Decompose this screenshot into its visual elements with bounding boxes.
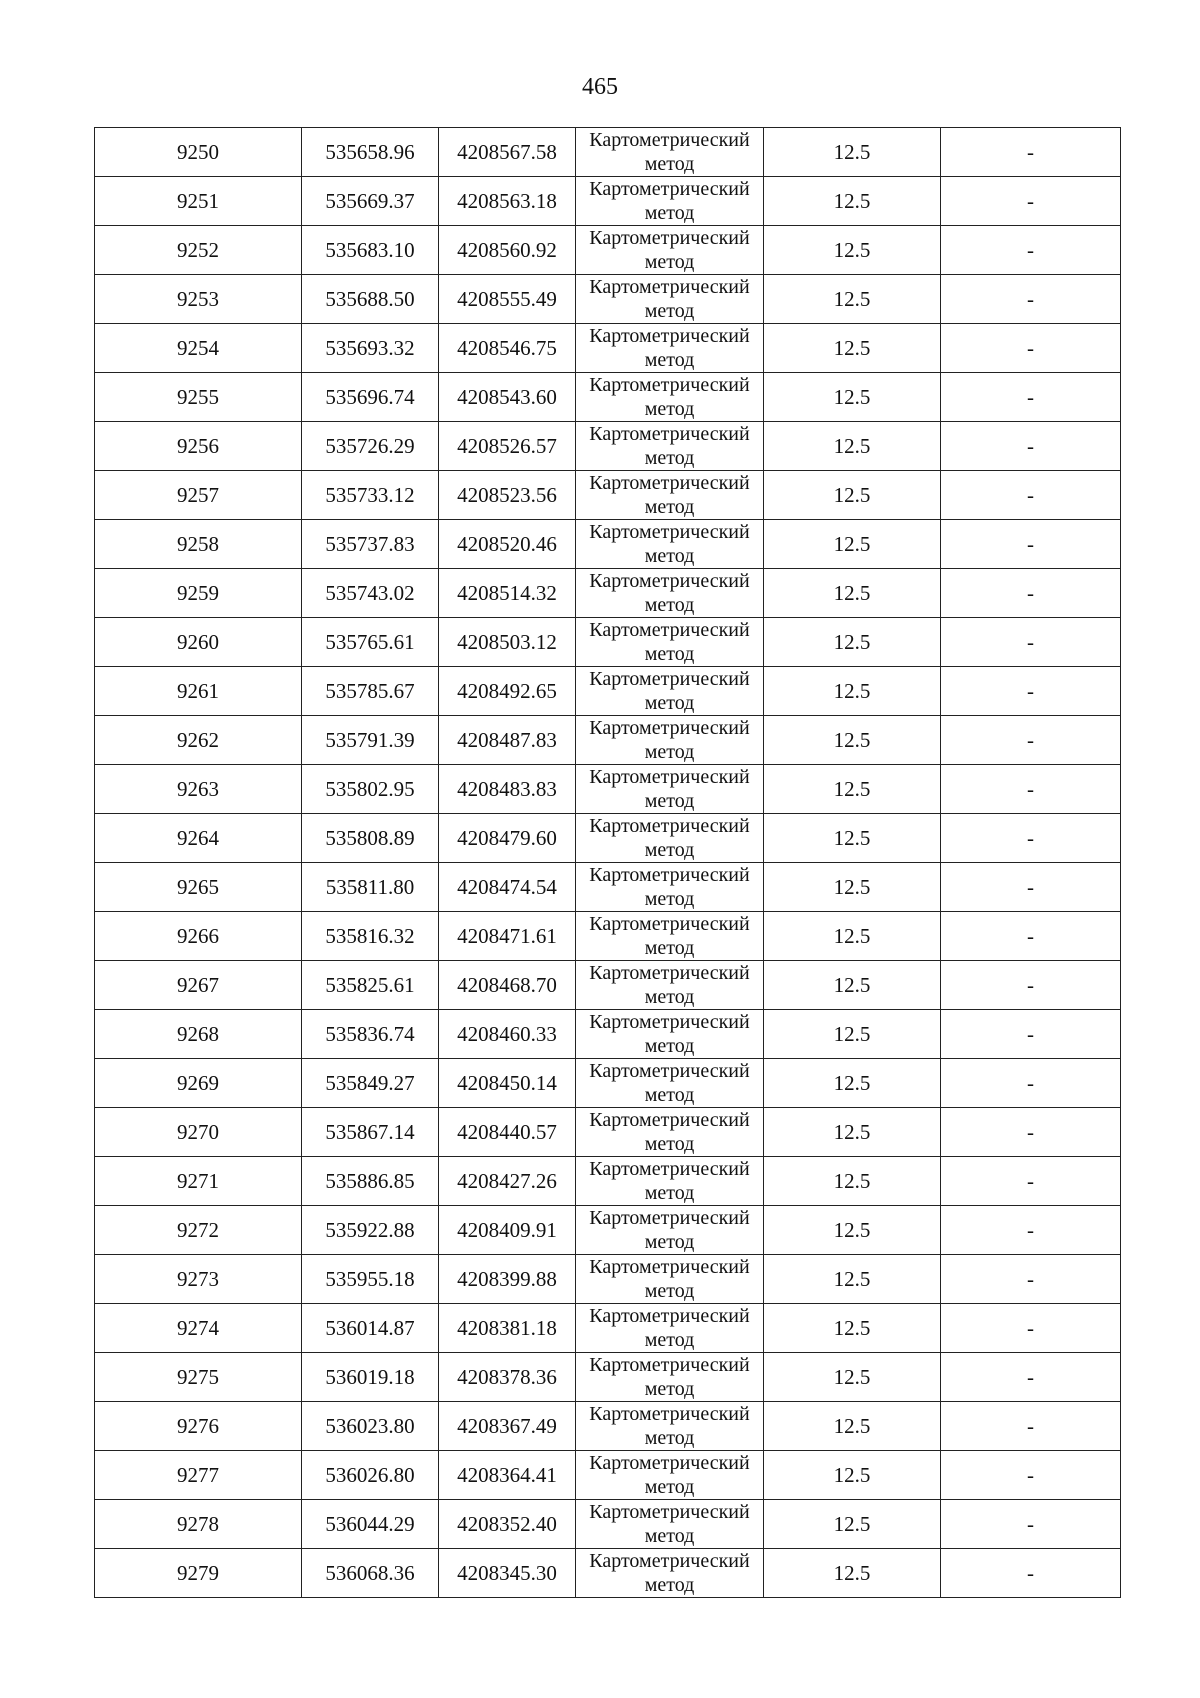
method-cell xyxy=(576,1255,764,1304)
method-line-2: метод xyxy=(644,349,695,371)
method-cell xyxy=(576,618,764,667)
method-line-2: метод xyxy=(644,1280,695,1302)
x-coordinate-cell: 535955.18 xyxy=(302,1255,439,1304)
table-row xyxy=(95,1157,1121,1206)
table-row xyxy=(95,667,1121,716)
table-row xyxy=(95,1255,1121,1304)
method-line-1: Картометрический xyxy=(589,521,750,543)
y-coordinate-cell: 4208474.54 xyxy=(439,863,576,912)
method-line-1: Картометрический xyxy=(589,864,750,886)
y-coordinate-cell: 4208471.61 xyxy=(439,912,576,961)
y-coordinate-cell: 4208523.56 xyxy=(439,471,576,520)
page-number: 465 xyxy=(582,74,618,100)
accuracy-cell: 12.5 xyxy=(764,569,941,618)
table-row xyxy=(95,912,1121,961)
x-coordinate-cell: 536014.87 xyxy=(302,1304,439,1353)
y-coordinate-cell: 4208526.57 xyxy=(439,422,576,471)
x-coordinate-cell: 536044.29 xyxy=(302,1500,439,1549)
x-coordinate-cell: 535683.10 xyxy=(302,226,439,275)
method-line-1: Картометрический xyxy=(589,1550,750,1572)
y-coordinate-cell: 4208546.75 xyxy=(439,324,576,373)
method-line-2: метод xyxy=(644,545,695,567)
point-number-cell: 9252 xyxy=(95,226,302,275)
note-cell: - xyxy=(941,814,1121,863)
y-coordinate-cell: 4208450.14 xyxy=(439,1059,576,1108)
method-line-2: метод xyxy=(644,643,695,665)
method-line-1: Картометрический xyxy=(589,619,750,641)
x-coordinate-cell: 535726.29 xyxy=(302,422,439,471)
accuracy-cell: 12.5 xyxy=(764,1353,941,1402)
table-row xyxy=(95,1549,1121,1598)
point-number-cell: 9268 xyxy=(95,1010,302,1059)
method-cell xyxy=(576,1206,764,1255)
method-line-1: Картометрический xyxy=(589,1452,750,1474)
table-row xyxy=(95,1500,1121,1549)
note-cell: - xyxy=(941,618,1121,667)
method-line-2: метод xyxy=(644,202,695,224)
y-coordinate-cell: 4208492.65 xyxy=(439,667,576,716)
method-line-1: Картометрический xyxy=(589,1256,750,1278)
y-coordinate-cell: 4208460.33 xyxy=(439,1010,576,1059)
table-row xyxy=(95,373,1121,422)
note-cell: - xyxy=(941,226,1121,275)
note-cell: - xyxy=(941,177,1121,226)
y-coordinate-cell: 4208567.58 xyxy=(439,128,576,177)
method-line-1: Картометрический xyxy=(589,815,750,837)
x-coordinate-cell: 535849.27 xyxy=(302,1059,439,1108)
method-cell xyxy=(576,1353,764,1402)
method-line-1: Картометрический xyxy=(589,276,750,298)
method-line-2: метод xyxy=(644,1476,695,1498)
method-cell xyxy=(576,275,764,324)
method-line-2: метод xyxy=(644,1525,695,1547)
accuracy-cell: 12.5 xyxy=(764,1451,941,1500)
x-coordinate-cell: 535867.14 xyxy=(302,1108,439,1157)
method-line-1: Картометрический xyxy=(589,1501,750,1523)
point-number-cell: 9265 xyxy=(95,863,302,912)
y-coordinate-cell: 4208487.83 xyxy=(439,716,576,765)
note-cell: - xyxy=(941,912,1121,961)
point-number-cell: 9267 xyxy=(95,961,302,1010)
point-number-cell: 9266 xyxy=(95,912,302,961)
accuracy-cell: 12.5 xyxy=(764,1304,941,1353)
table-row xyxy=(95,569,1121,618)
method-line-2: метод xyxy=(644,1084,695,1106)
table-row xyxy=(95,177,1121,226)
method-line-1: Картометрический xyxy=(589,129,750,151)
y-coordinate-cell: 4208560.92 xyxy=(439,226,576,275)
note-cell: - xyxy=(941,1206,1121,1255)
method-line-2: метод xyxy=(644,1182,695,1204)
y-coordinate-cell: 4208555.49 xyxy=(439,275,576,324)
table-row xyxy=(95,961,1121,1010)
point-number-cell: 9277 xyxy=(95,1451,302,1500)
method-cell xyxy=(576,520,764,569)
method-line-1: Картометрический xyxy=(589,1158,750,1180)
point-number-cell: 9275 xyxy=(95,1353,302,1402)
x-coordinate-cell: 536019.18 xyxy=(302,1353,439,1402)
method-line-2: метод xyxy=(644,251,695,273)
table-row xyxy=(95,1206,1121,1255)
point-number-cell: 9273 xyxy=(95,1255,302,1304)
point-number-cell: 9279 xyxy=(95,1549,302,1598)
method-line-1: Картометрический xyxy=(589,227,750,249)
table-row xyxy=(95,618,1121,667)
note-cell: - xyxy=(941,1402,1121,1451)
accuracy-cell: 12.5 xyxy=(764,373,941,422)
point-number-cell: 9262 xyxy=(95,716,302,765)
table-row xyxy=(95,471,1121,520)
point-number-cell: 9269 xyxy=(95,1059,302,1108)
method-cell xyxy=(576,912,764,961)
point-number-cell: 9271 xyxy=(95,1157,302,1206)
method-line-1: Картометрический xyxy=(589,1403,750,1425)
method-cell xyxy=(576,961,764,1010)
table-row xyxy=(95,1059,1121,1108)
method-line-1: Картометрический xyxy=(589,766,750,788)
method-line-2: метод xyxy=(644,888,695,910)
x-coordinate-cell: 535816.32 xyxy=(302,912,439,961)
note-cell: - xyxy=(941,128,1121,177)
point-number-cell: 9250 xyxy=(95,128,302,177)
method-cell xyxy=(576,1157,764,1206)
x-coordinate-cell: 535765.61 xyxy=(302,618,439,667)
y-coordinate-cell: 4208409.91 xyxy=(439,1206,576,1255)
note-cell: - xyxy=(941,667,1121,716)
x-coordinate-cell: 535688.50 xyxy=(302,275,439,324)
note-cell: - xyxy=(941,1304,1121,1353)
x-coordinate-cell: 535808.89 xyxy=(302,814,439,863)
table-row xyxy=(95,1304,1121,1353)
method-line-1: Картометрический xyxy=(589,1060,750,1082)
point-number-cell: 9261 xyxy=(95,667,302,716)
point-number-cell: 9260 xyxy=(95,618,302,667)
accuracy-cell: 12.5 xyxy=(764,716,941,765)
method-cell xyxy=(576,471,764,520)
table-row xyxy=(95,226,1121,275)
point-number-cell: 9259 xyxy=(95,569,302,618)
table-row xyxy=(95,520,1121,569)
method-line-1: Картометрический xyxy=(589,1207,750,1229)
x-coordinate-cell: 535922.88 xyxy=(302,1206,439,1255)
table-row xyxy=(95,275,1121,324)
y-coordinate-cell: 4208427.26 xyxy=(439,1157,576,1206)
y-coordinate-cell: 4208381.18 xyxy=(439,1304,576,1353)
accuracy-cell: 12.5 xyxy=(764,1255,941,1304)
x-coordinate-cell: 535811.80 xyxy=(302,863,439,912)
note-cell: - xyxy=(941,765,1121,814)
accuracy-cell: 12.5 xyxy=(764,324,941,373)
method-line-1: Картометрический xyxy=(589,1109,750,1131)
y-coordinate-cell: 4208483.83 xyxy=(439,765,576,814)
note-cell: - xyxy=(941,1500,1121,1549)
accuracy-cell: 12.5 xyxy=(764,1157,941,1206)
note-cell: - xyxy=(941,1059,1121,1108)
point-number-cell: 9251 xyxy=(95,177,302,226)
point-number-cell: 9278 xyxy=(95,1500,302,1549)
x-coordinate-cell: 535825.61 xyxy=(302,961,439,1010)
table-row xyxy=(95,1402,1121,1451)
method-cell xyxy=(576,765,764,814)
y-coordinate-cell: 4208364.41 xyxy=(439,1451,576,1500)
x-coordinate-cell: 536023.80 xyxy=(302,1402,439,1451)
method-line-1: Картометрический xyxy=(589,1305,750,1327)
accuracy-cell: 12.5 xyxy=(764,863,941,912)
x-coordinate-cell: 535785.67 xyxy=(302,667,439,716)
note-cell: - xyxy=(941,716,1121,765)
point-number-cell: 9272 xyxy=(95,1206,302,1255)
method-line-2: метод xyxy=(644,1035,695,1057)
coordinates-table xyxy=(94,127,1121,1598)
table-row xyxy=(95,1108,1121,1157)
point-number-cell: 9264 xyxy=(95,814,302,863)
x-coordinate-cell: 535886.85 xyxy=(302,1157,439,1206)
table-row xyxy=(95,324,1121,373)
method-line-1: Картометрический xyxy=(589,472,750,494)
x-coordinate-cell: 535658.96 xyxy=(302,128,439,177)
method-line-1: Картометрический xyxy=(589,178,750,200)
method-line-1: Картометрический xyxy=(589,913,750,935)
method-line-2: метод xyxy=(644,398,695,420)
table-row xyxy=(95,765,1121,814)
method-cell xyxy=(576,1451,764,1500)
note-cell: - xyxy=(941,1353,1121,1402)
method-cell xyxy=(576,422,764,471)
note-cell: - xyxy=(941,1010,1121,1059)
method-cell xyxy=(576,1059,764,1108)
method-cell xyxy=(576,1402,764,1451)
method-line-2: метод xyxy=(644,153,695,175)
method-cell xyxy=(576,226,764,275)
y-coordinate-cell: 4208399.88 xyxy=(439,1255,576,1304)
note-cell: - xyxy=(941,961,1121,1010)
table-row xyxy=(95,128,1121,177)
accuracy-cell: 12.5 xyxy=(764,177,941,226)
method-cell xyxy=(576,1549,764,1598)
accuracy-cell: 12.5 xyxy=(764,667,941,716)
table-row xyxy=(95,1353,1121,1402)
x-coordinate-cell: 535693.32 xyxy=(302,324,439,373)
method-cell xyxy=(576,177,764,226)
accuracy-cell: 12.5 xyxy=(764,422,941,471)
method-line-1: Картометрический xyxy=(589,668,750,690)
method-cell xyxy=(576,324,764,373)
accuracy-cell: 12.5 xyxy=(764,275,941,324)
table-row xyxy=(95,716,1121,765)
accuracy-cell: 12.5 xyxy=(764,1059,941,1108)
method-cell xyxy=(576,1304,764,1353)
accuracy-cell: 12.5 xyxy=(764,128,941,177)
y-coordinate-cell: 4208543.60 xyxy=(439,373,576,422)
x-coordinate-cell: 535802.95 xyxy=(302,765,439,814)
accuracy-cell: 12.5 xyxy=(764,618,941,667)
y-coordinate-cell: 4208440.57 xyxy=(439,1108,576,1157)
point-number-cell: 9263 xyxy=(95,765,302,814)
method-line-2: метод xyxy=(644,1329,695,1351)
method-line-2: метод xyxy=(644,741,695,763)
note-cell: - xyxy=(941,1549,1121,1598)
point-number-cell: 9257 xyxy=(95,471,302,520)
accuracy-cell: 12.5 xyxy=(764,961,941,1010)
method-line-2: метод xyxy=(644,496,695,518)
method-line-2: метод xyxy=(644,1231,695,1253)
method-line-2: метод xyxy=(644,594,695,616)
table-body xyxy=(95,128,1121,1598)
point-number-cell: 9256 xyxy=(95,422,302,471)
method-cell xyxy=(576,373,764,422)
y-coordinate-cell: 4208520.46 xyxy=(439,520,576,569)
accuracy-cell: 12.5 xyxy=(764,1206,941,1255)
method-line-1: Картометрический xyxy=(589,374,750,396)
x-coordinate-cell: 535669.37 xyxy=(302,177,439,226)
accuracy-cell: 12.5 xyxy=(764,1108,941,1157)
method-cell xyxy=(576,716,764,765)
method-line-2: метод xyxy=(644,839,695,861)
point-number-cell: 9255 xyxy=(95,373,302,422)
y-coordinate-cell: 4208468.70 xyxy=(439,961,576,1010)
method-line-1: Картометрический xyxy=(589,423,750,445)
method-cell xyxy=(576,1108,764,1157)
note-cell: - xyxy=(941,373,1121,422)
point-number-cell: 9258 xyxy=(95,520,302,569)
x-coordinate-cell: 535836.74 xyxy=(302,1010,439,1059)
accuracy-cell: 12.5 xyxy=(764,1500,941,1549)
method-line-2: метод xyxy=(644,1378,695,1400)
accuracy-cell: 12.5 xyxy=(764,226,941,275)
table-row xyxy=(95,814,1121,863)
note-cell: - xyxy=(941,1255,1121,1304)
method-cell xyxy=(576,569,764,618)
note-cell: - xyxy=(941,1451,1121,1500)
note-cell: - xyxy=(941,422,1121,471)
accuracy-cell: 12.5 xyxy=(764,471,941,520)
method-cell xyxy=(576,863,764,912)
table-row xyxy=(95,863,1121,912)
point-number-cell: 9276 xyxy=(95,1402,302,1451)
note-cell: - xyxy=(941,471,1121,520)
method-line-2: метод xyxy=(644,1427,695,1449)
method-cell xyxy=(576,1500,764,1549)
method-line-2: метод xyxy=(644,937,695,959)
table-row xyxy=(95,422,1121,471)
y-coordinate-cell: 4208378.36 xyxy=(439,1353,576,1402)
method-cell xyxy=(576,667,764,716)
accuracy-cell: 12.5 xyxy=(764,814,941,863)
accuracy-cell: 12.5 xyxy=(764,520,941,569)
method-line-1: Картометрический xyxy=(589,325,750,347)
table-row xyxy=(95,1010,1121,1059)
method-line-1: Картометрический xyxy=(589,1011,750,1033)
method-line-2: метод xyxy=(644,692,695,714)
x-coordinate-cell: 535743.02 xyxy=(302,569,439,618)
point-number-cell: 9254 xyxy=(95,324,302,373)
point-number-cell: 9270 xyxy=(95,1108,302,1157)
note-cell: - xyxy=(941,1108,1121,1157)
x-coordinate-cell: 536026.80 xyxy=(302,1451,439,1500)
x-coordinate-cell: 535696.74 xyxy=(302,373,439,422)
x-coordinate-cell: 535791.39 xyxy=(302,716,439,765)
point-number-cell: 9274 xyxy=(95,1304,302,1353)
x-coordinate-cell: 535733.12 xyxy=(302,471,439,520)
method-line-1: Картометрический xyxy=(589,717,750,739)
method-cell xyxy=(576,128,764,177)
method-line-1: Картометрический xyxy=(589,570,750,592)
y-coordinate-cell: 4208479.60 xyxy=(439,814,576,863)
y-coordinate-cell: 4208367.49 xyxy=(439,1402,576,1451)
method-line-2: метод xyxy=(644,1133,695,1155)
x-coordinate-cell: 536068.36 xyxy=(302,1549,439,1598)
note-cell: - xyxy=(941,275,1121,324)
method-line-2: метод xyxy=(644,300,695,322)
note-cell: - xyxy=(941,569,1121,618)
accuracy-cell: 12.5 xyxy=(764,1010,941,1059)
note-cell: - xyxy=(941,863,1121,912)
method-line-2: метод xyxy=(644,986,695,1008)
y-coordinate-cell: 4208514.32 xyxy=(439,569,576,618)
accuracy-cell: 12.5 xyxy=(764,912,941,961)
accuracy-cell: 12.5 xyxy=(764,1402,941,1451)
method-line-1: Картометрический xyxy=(589,1354,750,1376)
x-coordinate-cell: 535737.83 xyxy=(302,520,439,569)
table-row xyxy=(95,1451,1121,1500)
method-line-2: метод xyxy=(644,447,695,469)
method-line-1: Картометрический xyxy=(589,962,750,984)
note-cell: - xyxy=(941,520,1121,569)
y-coordinate-cell: 4208345.30 xyxy=(439,1549,576,1598)
accuracy-cell: 12.5 xyxy=(764,1549,941,1598)
method-line-2: метод xyxy=(644,1574,695,1596)
accuracy-cell: 12.5 xyxy=(764,765,941,814)
method-cell xyxy=(576,1010,764,1059)
method-line-2: метод xyxy=(644,790,695,812)
y-coordinate-cell: 4208563.18 xyxy=(439,177,576,226)
y-coordinate-cell: 4208503.12 xyxy=(439,618,576,667)
y-coordinate-cell: 4208352.40 xyxy=(439,1500,576,1549)
note-cell: - xyxy=(941,324,1121,373)
method-cell xyxy=(576,814,764,863)
note-cell: - xyxy=(941,1157,1121,1206)
point-number-cell: 9253 xyxy=(95,275,302,324)
